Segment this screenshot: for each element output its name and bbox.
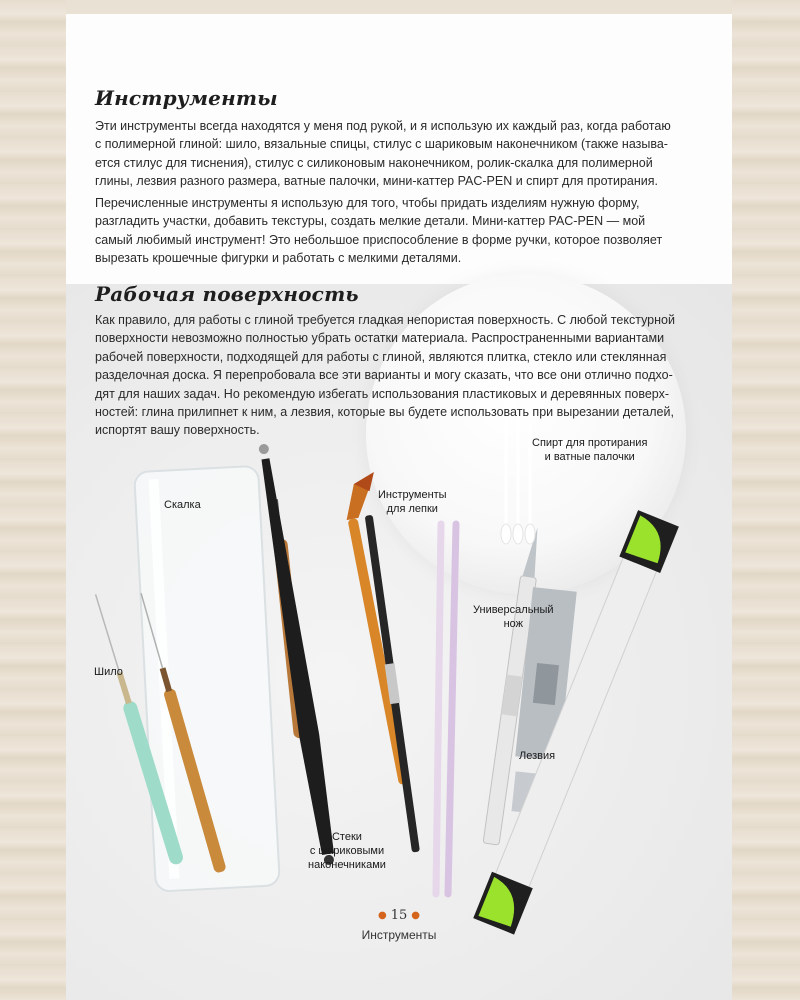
heading-work-surface: Рабочая поверхность <box>95 282 359 306</box>
text-line: рабочей поверхности, подходящей для работы с глиной, являются плитка, стекло или стеклянная <box>95 349 667 364</box>
label-utility-knife <box>473 603 554 631</box>
black-brush-tool <box>364 515 421 853</box>
heading-tools: Инструменты <box>95 86 278 110</box>
text-line: самый любимый инструмент! Это небольшое приспособление в форме ручки, которое позволяет <box>95 232 663 247</box>
section-title: Инструменты <box>361 928 437 942</box>
label-line: Спирт для протирания <box>532 437 648 449</box>
label-blades <box>519 749 555 763</box>
label-line: наконечниками <box>308 859 386 871</box>
text-line: поверхности невозможно полностью убрать остатки материала. Распространенными вариантами <box>95 331 665 346</box>
label-line: с шариковыми <box>309 845 385 857</box>
bullet-icon: ● <box>411 910 420 921</box>
text-line: глины, лезвия разного размера, ватные палочки, мини-каттер PAC-PEN и спирт для протирания. <box>95 174 659 189</box>
page-number-text: 15 <box>390 908 408 923</box>
label-line: нож <box>503 618 523 630</box>
knitting-needles <box>436 524 456 894</box>
text-line: ностей: глина прилипнет к ним, а лезвия, которые вы будете использовать при вырезании деталей, <box>95 405 674 420</box>
label-ball-stylus <box>308 830 386 872</box>
label-line: Лезвия <box>519 750 556 762</box>
label-line: Шило <box>94 666 123 678</box>
text-line: Эти инструменты всегда находятся у меня под рукой, и я использую их каждый раз, когда работаю <box>95 119 671 133</box>
text-line: испортят вашу поверхность. <box>95 423 260 438</box>
wood-background-right <box>732 0 800 1000</box>
text-line: дят для наших задач. Но рекомендую избегать использования пластиковых и деревянных поверх- <box>95 386 670 401</box>
label-line: и ватные палочки <box>544 451 635 463</box>
paragraph-tools-list <box>95 117 707 191</box>
bullet-icon: ● <box>377 910 387 921</box>
label-rolling-pin <box>164 498 201 512</box>
text-line: с полимерной глиной: шило, вязальные спицы, стилус с шариковым наконечником (также называ- <box>95 137 668 152</box>
wood-background-left <box>0 0 66 1000</box>
text-line: вырезать крошечные фигурки и работать с мелкими деталями. <box>95 251 462 266</box>
paragraph-work-surface <box>95 311 707 440</box>
paragraph-tools-usage <box>95 194 707 268</box>
text-line: Перечисленные инструменты я использую для того, чтобы придать изделиям нужную форму, <box>95 196 640 210</box>
label-line: Универсальный <box>473 604 554 616</box>
label-modeling-tools <box>378 488 447 516</box>
book-page <box>66 14 732 1000</box>
label-line: Инструменты <box>378 489 447 501</box>
text-line: разгладить участки, добавить текстуры, создать мелкие детали. Мини-каттер PAC-PEN — мой <box>95 214 646 229</box>
label-line: Скалка <box>164 499 201 511</box>
page-number <box>66 908 732 923</box>
label-line: для лепки <box>386 503 438 515</box>
label-line: Стеки <box>331 831 362 843</box>
text-line: разделочная доска. Я перепробовала все эти варианты и могу сказать, что все они отлично подхо- <box>95 368 673 383</box>
text-line: Как правило, для работы с глиной требуется гладкая непористая поверхность. С любой текстурной <box>95 313 675 327</box>
text-line: ется стилус для тиснения), стилус с силиконовым наконечником, ролик-скалка для полимерной <box>95 155 653 170</box>
label-alcohol-swabs <box>532 436 647 464</box>
label-awl <box>94 665 123 679</box>
